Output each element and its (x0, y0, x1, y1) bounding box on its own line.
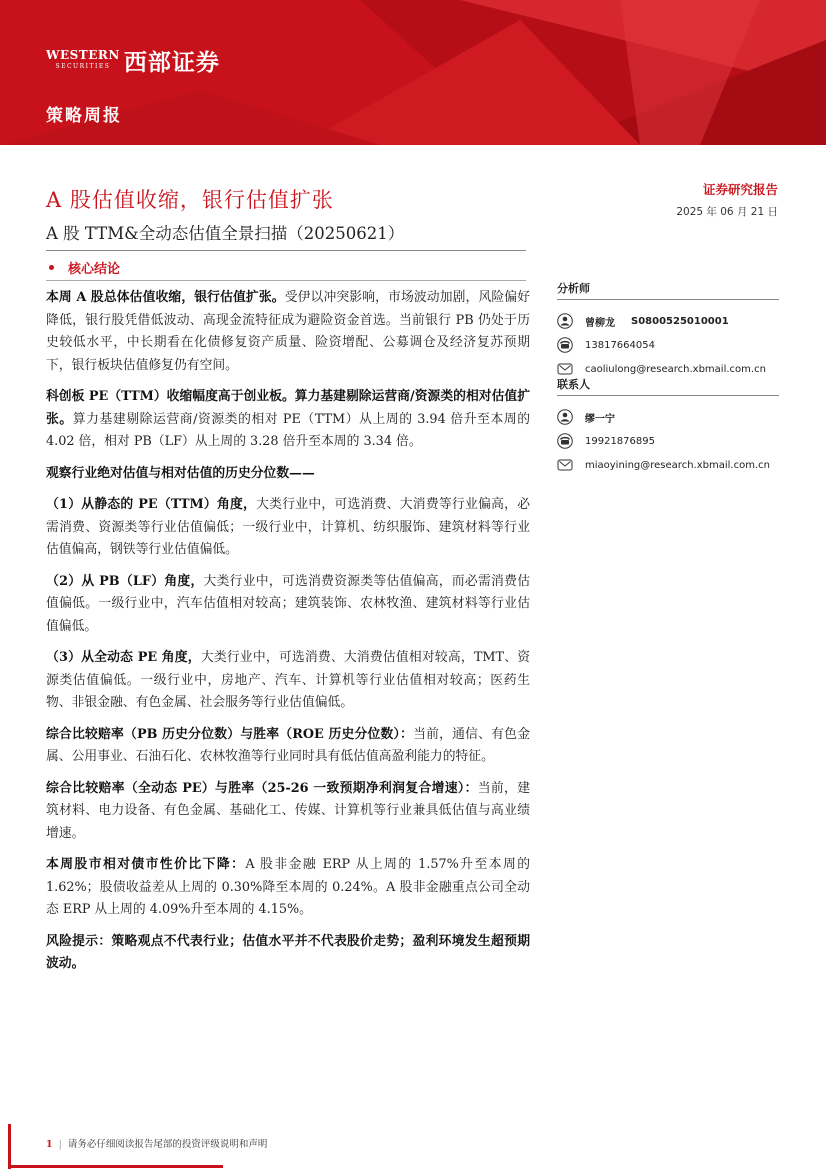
paragraph: 综合比较赔率（全动态 PE）与胜率（25-26 一致预期净利润复合增速）：当前，建筑材料、电力设备、有色金属、基础化工、传媒、计算机等行业兼具低估值与高业绩增速。 (46, 780, 530, 841)
analyst-name: 曾柳龙 (585, 317, 615, 329)
paragraph: 观察行业绝对估值与相对估值的历史分位数—— (46, 465, 315, 481)
footer-disclaimer: 请务必仔细阅读报告尾部的投资评级说明和声明 (67, 1139, 268, 1150)
email-icon (557, 457, 573, 473)
logo-english: WESTERN SECURITIES (46, 47, 120, 70)
paragraph: 科创板 PE（TTM）收缩幅度高于创业板。算力基建剔除运营商/资源类的相对估值扩张。算力基建剔除运营商/资源类的相对 PE（TTM）从上周的 3.94 倍升至本周的 4.02 倍，相对 PB（LF）从上周的 3.28 倍升至本周的 3.34 倍。 (46, 389, 531, 449)
report-type-label: 策略周报 (46, 106, 122, 126)
report-main-title: A 股估值收缩，银行估值扩张 (46, 188, 334, 212)
person-icon (557, 313, 573, 329)
analyst-heading: 分析师 (557, 280, 779, 300)
paragraph: 本周股市相对债市性价比下降：A 股非金融 ERP 从上周的 1.57%升至本周的 1.62%；股债收益差从上周的 0.30%降至本周的 0.24%。A 股非金融重点公司全动态 ERP 从上周的 4.09%升至本周的 4.15%。 (46, 857, 530, 917)
analyst-phone-row (557, 334, 779, 356)
footer-separator: | (58, 1139, 62, 1150)
paragraph: 综合比较赔率（PB 历史分位数）与胜率（ROE 历史分位数）：当前，通信、有色金属、公用事业、石油石化、农林牧渔等行业同时具有低估值高盈利能力的特征。 (46, 726, 530, 764)
contact-block (557, 376, 779, 476)
page-number: 1 (46, 1139, 53, 1150)
analyst-name-row (557, 310, 779, 332)
contact-name-row (557, 406, 779, 428)
footer-accent-horizontal (8, 1165, 223, 1168)
phone-icon (557, 433, 573, 449)
core-conclusions (46, 287, 530, 985)
paragraph: 风险提示：策略观点不代表行业；估值水平并不代表股价走势；盈利环境发生超预期波动。 (46, 933, 530, 971)
title-divider (46, 250, 526, 251)
contact-heading: 联系人 (557, 376, 779, 396)
paragraph: （3）从全动态 PE 角度，大类行业中，可选消费、大消费估值相对较高，TMT、资源类估值偏低。一级行业中，房地产、汽车、计算机等行业估值相对较高；医药生物、非银金融、有色金属、社会服务等行业估值偏低。 (46, 650, 530, 710)
analyst-block (557, 280, 779, 380)
analyst-cert-number: S0800525010001 (631, 315, 729, 327)
contact-phone: 19921876895 (585, 435, 655, 447)
section-heading-text: 核心结论 (68, 262, 121, 277)
section-divider (46, 280, 526, 281)
contact-email-row (557, 454, 779, 476)
footer-accent-vertical (8, 1124, 11, 1169)
logo-chinese: 西部证券 (123, 50, 220, 76)
paragraph: （2）从 PB（LF）角度，大类行业中，可选消费资源类等估值偏高，而必需消费估值偏低。一级行业中，汽车估值相对较高；建筑装饰、农林牧渔、建筑材料等行业估值偏低。 (46, 573, 530, 634)
analyst-phone: 13817664054 (585, 339, 655, 351)
phone-icon (557, 337, 573, 353)
email-icon (557, 361, 573, 377)
contact-phone-row (557, 430, 779, 452)
analyst-email[interactable]: caoliulong@research.xbmail.com.cn (585, 363, 766, 375)
header-banner (0, 0, 826, 145)
paragraph: 本周 A 股总体估值收缩，银行估值扩张。受伊以冲突影响，市场波动加剧，风险偏好降低，银行股凭借低波动、高现金流特征成为避险资金首选。当前银行 PB 仍处于历史较低水平，中长期看在化债修复资产质量、险资增配、公募调仓及经济复苏预期下，银行板块估值修复仍有空间。 (46, 290, 531, 373)
contact-email[interactable]: miaoyining@research.xbmail.com.cn (585, 459, 770, 471)
bullet-icon (49, 265, 54, 270)
company-logo (46, 44, 220, 77)
person-icon (557, 409, 573, 425)
paragraph: （1）从静态的 PE（TTM）角度，大类行业中，可选消费、大消费等行业偏高，必需消费、资源类等行业估值偏低；一级行业中，计算机、纺织服饰、建筑材料等行业估值偏高，钢铁等行业估值偏低。 (46, 497, 531, 557)
document-type: 证券研究报告 (702, 182, 778, 197)
report-sub-title: A 股 TTM&全动态估值全景扫描（20250621） (46, 224, 405, 243)
section-heading (46, 258, 120, 277)
report-date: 2025 年 06 月 21 日 (676, 206, 778, 218)
contact-name: 缪一宁 (585, 413, 615, 425)
page-footer (46, 1136, 267, 1150)
